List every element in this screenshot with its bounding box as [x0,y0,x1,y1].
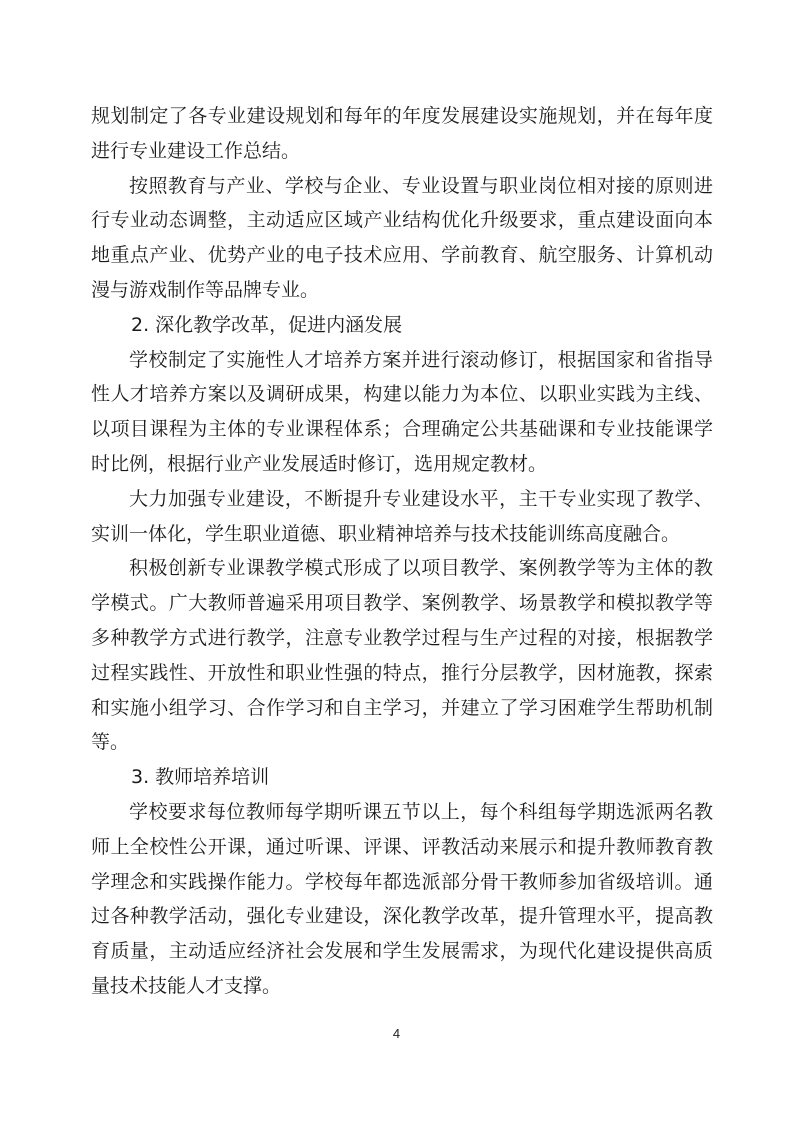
body-text-line: 进行专业建设工作总结。 [91,140,301,162]
body-text-line: 时比例，根据行业产业发展适时修订，选用规定教材。 [91,453,548,475]
body-text-line: 师上全校性公开课，通过听课、评课、评教活动来展示和提升教师教育教 [91,836,713,858]
body-text-line: 规划制定了各专业建设规划和每年的年度发展建设实施规划，并在每年度 [91,105,713,127]
body-text-line: 过各种教学活动，强化专业建设，深化教学改革，提升管理水平，提高教 [91,905,713,927]
body-text-line: 性人才培养方案以及调研成果，构建以能力为本位、以职业实践为主线、 [91,383,713,405]
body-text-line: 行专业动态调整，主动适应区域产业结构优化升级要求，重点建设面向本 [91,209,713,231]
paragraph-start-line: 大力加强专业建设，不断提升专业建设水平，主干专业实现了教学、 [129,488,713,510]
body-text-line: 地重点产业、优势产业的电子技术应用、学前教育、航空服务、计算机动 [91,244,713,266]
body-text-line: 学理念和实践操作能力。学校每年都选派部分骨干教师参加省级培训。通 [91,871,713,893]
page-number: 4 [392,1026,401,1041]
paragraph-start-line: 按照教育与产业、学校与企业、专业设置与职业岗位相对接的原则进 [129,175,713,197]
body-text-line: 多种教学方式进行教学，注意专业教学过程与生产过程的对接，根据教学 [91,627,713,649]
section-heading: 2. 深化教学改革，促进内涵发展 [131,314,403,336]
body-text-line: 以项目课程为主体的专业课程体系；合理确定公共基础课和专业技能课学 [91,418,713,440]
paragraph-start-line: 积极创新专业课教学模式形成了以项目教学、案例教学等为主体的教 [129,557,713,579]
paragraph-start-line: 学校制定了实施性人才培养方案并进行滚动修订，根据国家和省指导 [129,349,713,371]
body-text-line: 量技术技能人才支撑。 [91,975,282,997]
body-text-line: 实训一体化，学生职业道德、职业精神培养与技术技能训练高度融合。 [91,523,681,545]
body-text-line: 学模式。广大教师普遍采用项目教学、案例教学、场景教学和模拟教学等 [91,592,713,614]
section-heading: 3. 教师培养培训 [131,766,270,788]
body-text-line: 过程实践性、开放性和职业性强的特点，推行分层教学，因材施教，探索 [91,662,713,684]
body-text-line: 等。 [91,731,130,753]
body-text-line: 育质量，主动适应经济社会发展和学生发展需求，为现代化建设提供高质 [91,940,713,962]
body-text-line: 和实施小组学习、合作学习和自主学习，并建立了学习困难学生帮助机制 [91,697,713,719]
paragraph-start-line: 学校要求每位教师每学期听课五节以上，每个科组每学期选派两名教 [129,801,713,823]
body-text-line: 漫与游戏制作等品牌专业。 [91,279,320,301]
